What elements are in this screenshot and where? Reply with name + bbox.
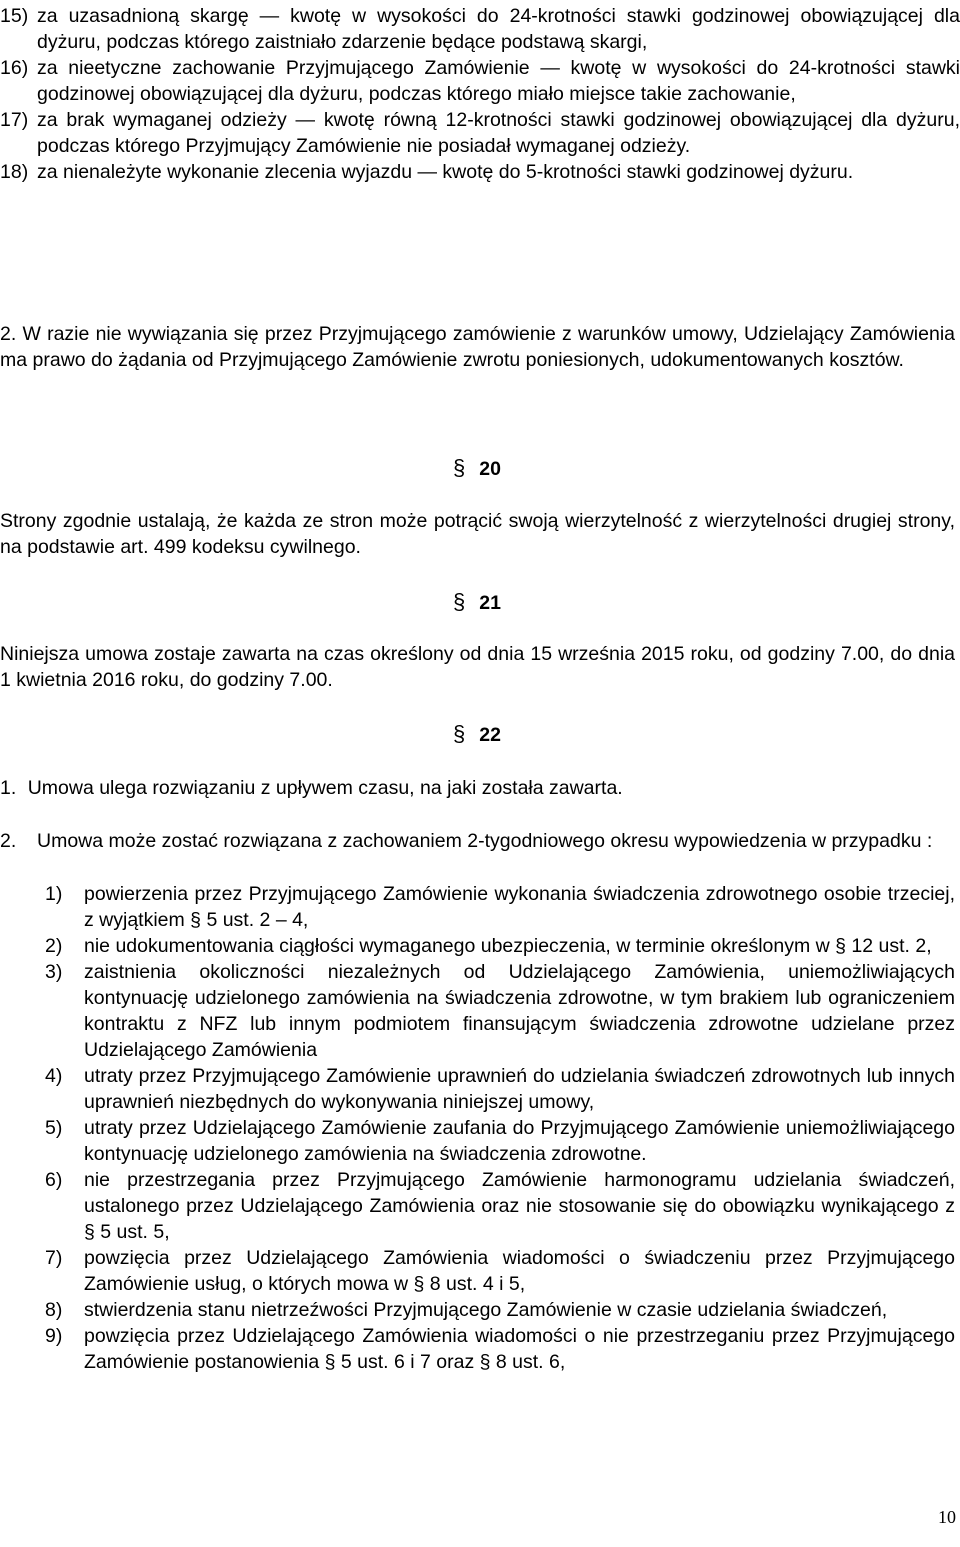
list-item <box>0 55 960 107</box>
list-item-text: zaistnienia okoliczności niezależnych od Udzielającego Zamówienia, uniemożliwiających kontynuację udzielonego zamówienia na świadczenia zdrowotne, w tym brakiem lub ograniczeniem kontraktu z NFZ lub innym podmiotem finansującym świadczenia zdrowotne udzielane przez Udzielającego Zamówienia <box>84 961 955 1061</box>
list-item <box>0 1323 955 1375</box>
list-item-number: 6) <box>45 1169 63 1191</box>
list-item <box>0 1245 955 1297</box>
section-21-text: Niniejsza umowa zostaje zawarta na czas określony od dnia 15 września 2015 roku, od godziny 7.00, do dnia 1 kwietnia 2016 roku, do godziny 7.00. <box>0 643 955 691</box>
penalty-list <box>0 3 960 185</box>
section-symbol: § <box>453 721 466 746</box>
list-item-number: 16) <box>0 57 29 79</box>
section-20-text: Strony zgodnie ustalają, że każda ze stron może potrącić swoją wierzytelność z wierzytelności drugiej strony, na podstawie art. 499 kodeksu cywilnego. <box>0 510 955 558</box>
list-item-text: powzięcia przez Udzielającego Zamówienia wiadomości o nie przestrzeganiu przez Przyjmującego Zamówienie postanowienia § 5 ust. 6 i 7 oraz § 8 ust. 6, <box>84 1325 955 1373</box>
list-item-number: 4) <box>45 1065 63 1087</box>
section-heading-20 <box>453 455 501 481</box>
page-number: 10 <box>938 1507 956 1527</box>
list-item <box>0 933 955 959</box>
list-item-text: powzięcia przez Udzielającego Zamówienia wiadomości o świadczeniu przez Przyjmującego Zamówienie usług, o których mowa w § 8 ust. 4 i 5, <box>84 1247 955 1295</box>
list-item-text: za brak wymaganej odzieży — kwotę równą 12-krotności stawki godzinowej obowiązującej dla dyżuru, podczas którego Przyjmujący Zamówienie nie posiadał wymaganej odzieży. <box>37 109 960 157</box>
termination-reasons-list <box>0 881 955 1375</box>
point-number: 1. <box>0 777 17 799</box>
list-item <box>0 1115 955 1167</box>
list-item-text: za nieetyczne zachowanie Przyjmującego Zamówienie — kwotę w wysokości do 24-krotności stawki godzinowej obowiązującej dla dyżuru, podczas którego miało miejsce takie zachowanie, <box>37 57 960 105</box>
list-item-text: powierzenia przez Przyjmującego Zamówienie wykonania świadczenia zdrowotnego osobie trzeciej, z wyjątkiem § 5 ust. 2 – 4, <box>84 883 955 931</box>
list-item-text: za nienależyte wykonanie zlecenia wyjazdu — kwotę do 5-krotności stawki godzinowej dyżuru. <box>37 161 854 183</box>
list-item-number: 17) <box>0 109 29 131</box>
list-item-text: stwierdzenia stanu nietrzeźwości Przyjmującego Zamówienie w czasie udzielania świadczeń, <box>84 1299 888 1321</box>
list-item <box>0 107 960 159</box>
list-item <box>0 1297 955 1323</box>
list-item-text: utraty przez Przyjmującego Zamówienie uprawnień do udzielania świadczeń zdrowotnych lub innych uprawnień niezbędnych do wykonywania niniejszej umowy, <box>84 1065 955 1113</box>
section-number: 21 <box>479 592 501 614</box>
section-22-point-2 <box>0 828 955 854</box>
point-number: 2. <box>0 830 17 852</box>
section-symbol: § <box>453 455 466 480</box>
list-item <box>0 1063 955 1115</box>
list-item-number: 3) <box>45 961 63 983</box>
point-text: Umowa ulega rozwiązaniu z upływem czasu, na jaki została zawarta. <box>27 777 623 799</box>
list-item-number: 15) <box>0 5 29 27</box>
list-item-text: nie przestrzegania przez Przyjmującego Zamówienie harmonogramu udzielania świadczeń, ustalonego przez Udzielającego Zamówienia oraz nie stosowanie się do obowiązku wynikającego z § 5 ust. 5, <box>84 1169 955 1243</box>
section-heading-22 <box>453 721 501 747</box>
list-item <box>0 959 955 1063</box>
section-number: 22 <box>479 724 501 746</box>
list-item-number: 8) <box>45 1299 63 1321</box>
list-item <box>0 881 955 933</box>
section-22-point-1 <box>0 775 955 801</box>
list-item-text: za uzasadnioną skargę — kwotę w wysokości do 24-krotności stawki godzinowej obowiązującej dla dyżuru, podczas którego zaistniało zdarzenie będące podstawą skargi, <box>37 5 960 53</box>
paragraph-2: 2. W razie nie wywiązania się przez Przyjmującego zamówienie z warunków umowy, Udzielający Zamówienia ma prawo do żądania od Przyjmującego Zamówienie zwrotu poniesionych, udokumentowanych kosztów. <box>0 323 955 371</box>
list-item-number: 9) <box>45 1325 63 1347</box>
list-item-number: 18) <box>0 161 29 183</box>
list-item-text: nie udokumentowania ciągłości wymaganego ubezpieczenia, w terminie określonym w § 12 ust. 2, <box>84 935 932 957</box>
list-item <box>0 159 960 185</box>
list-item-number: 2) <box>45 935 63 957</box>
section-symbol: § <box>453 589 466 614</box>
point-text: Umowa może zostać rozwiązana z zachowaniem 2-tygodniowego okresu wypowiedzenia w przypadku : <box>37 830 933 852</box>
list-item <box>0 1167 955 1245</box>
list-item-text: utraty przez Udzielającego Zamówienie zaufania do Przyjmującego Zamówienie uniemożliwiającego kontynuację udzielonego zamówienia na świadczenia zdrowotne. <box>84 1117 955 1165</box>
list-item-number: 5) <box>45 1117 63 1139</box>
list-item-number: 7) <box>45 1247 63 1269</box>
list-item-number: 1) <box>45 883 63 905</box>
section-number: 20 <box>479 458 501 480</box>
section-heading-21 <box>453 589 501 615</box>
list-item <box>0 3 960 55</box>
